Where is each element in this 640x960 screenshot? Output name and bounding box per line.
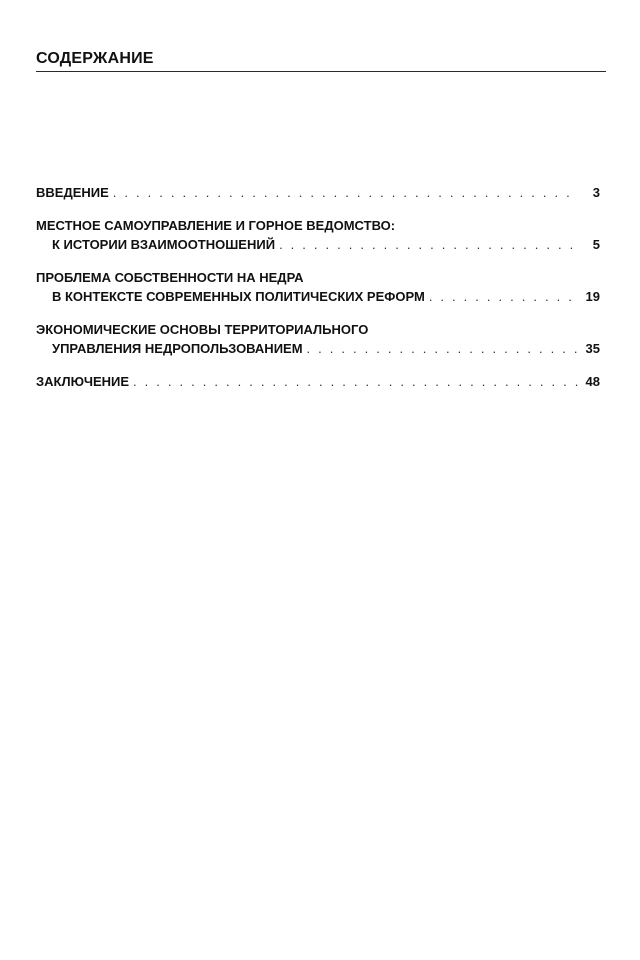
- page-title: СОДЕРЖАНИЕ: [36, 50, 154, 67]
- dot-leader: [133, 372, 578, 391]
- page-number: 3: [592, 185, 600, 200]
- toc-title: ВВЕДЕНИЕ: [36, 185, 109, 200]
- toc-line: [36, 216, 600, 235]
- dot-leader: [279, 235, 578, 254]
- toc-title: ПРОБЛЕМА СОБСТВЕННОСТИ НА НЕДРА: [36, 270, 304, 285]
- toc-entry-economic-foundations: [36, 320, 600, 358]
- page-number: 5: [592, 237, 600, 252]
- toc-title-continuation: УПРАВЛЕНИЯ НЕДРОПОЛЬЗОВАНИЕМ: [52, 341, 303, 356]
- toc-title: ЗАКЛЮЧЕНИЕ: [36, 374, 130, 389]
- dot-leader: [429, 287, 578, 306]
- dot-leader: [307, 339, 578, 358]
- toc-line: [36, 235, 600, 254]
- title-underline: [36, 71, 606, 72]
- toc-line: [36, 320, 600, 339]
- page-number: 48: [585, 374, 600, 389]
- toc-title-continuation: В КОНТЕКСТЕ СОВРЕМЕННЫХ ПОЛИТИЧЕСКИХ РЕФОРМ: [52, 289, 425, 304]
- page-number: 35: [585, 341, 600, 356]
- toc-entry-local-government: [36, 216, 600, 254]
- toc-line: [36, 268, 600, 287]
- dot-leader: [113, 183, 578, 202]
- toc-line: [36, 339, 600, 358]
- toc-title: МЕСТНОЕ САМОУПРАВЛЕНИЕ И ГОРНОЕ ВЕДОМСТВО:: [36, 218, 396, 233]
- toc-entry-conclusion: [36, 372, 600, 391]
- toc-title: ЭКОНОМИЧЕСКИЕ ОСНОВЫ ТЕРРИТОРИАЛЬНОГО: [36, 322, 369, 337]
- toc-entry-property-problem: [36, 268, 600, 306]
- toc-title-continuation: К ИСТОРИИ ВЗАИМООТНОШЕНИЙ: [52, 237, 276, 252]
- toc-entry-introduction: [36, 183, 600, 202]
- toc-line: [36, 287, 600, 306]
- table-of-contents: [36, 183, 600, 405]
- page-number: 19: [585, 289, 600, 304]
- toc-line: [36, 183, 600, 202]
- toc-line: [36, 372, 600, 391]
